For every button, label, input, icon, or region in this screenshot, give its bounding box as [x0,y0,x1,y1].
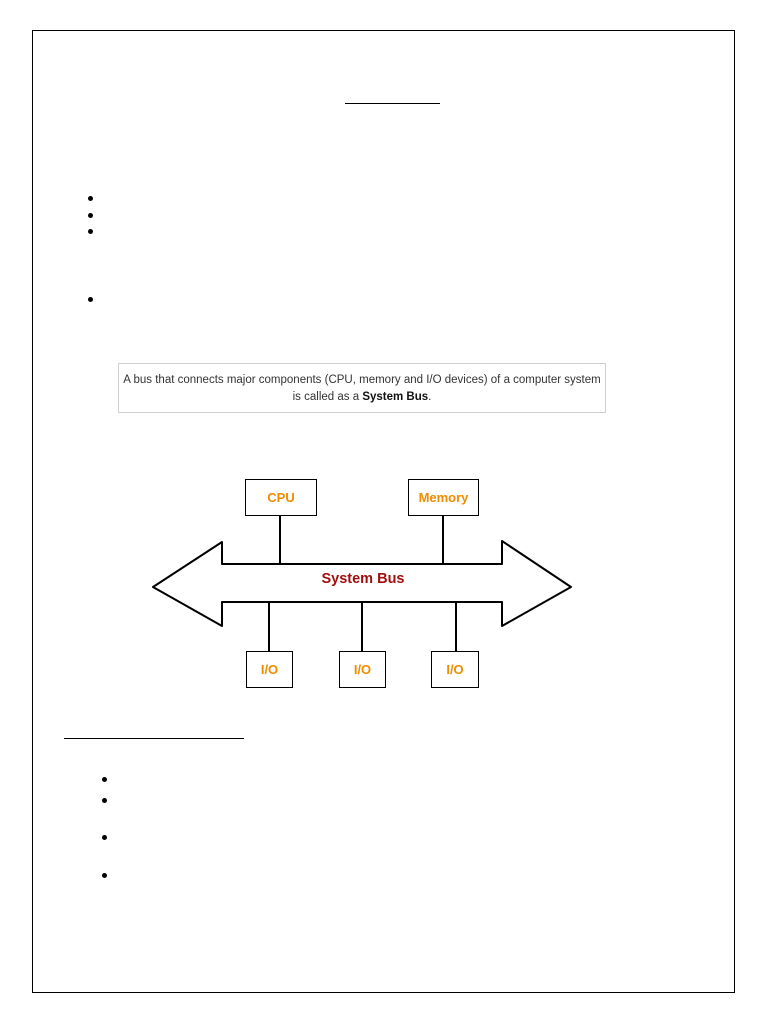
definition-text: A bus that connects major components (CPU, memory and I/O devices) of a computer system is called as a [123,374,601,403]
title-underline [345,103,440,104]
definition-term: System Bus [362,391,429,403]
cpu-box: CPU [245,479,317,516]
bullet-2 [88,213,93,218]
section-heading-underline [64,738,244,739]
bullet-3 [88,229,93,234]
bullet-6 [102,798,107,803]
io-box-2: I/O [339,651,386,688]
bullet-8 [102,873,107,878]
io-box-3: I/O [431,651,479,688]
bullet-7 [102,835,107,840]
page-frame [32,30,735,993]
definition-period: . [428,391,432,403]
system-bus-definition [118,363,606,413]
bullet-4 [88,297,93,302]
bullet-1 [88,196,93,201]
bullet-5 [102,777,107,782]
io-box-1: I/O [246,651,293,688]
bus-label: System Bus [321,571,405,587]
memory-box: Memory [408,479,479,516]
